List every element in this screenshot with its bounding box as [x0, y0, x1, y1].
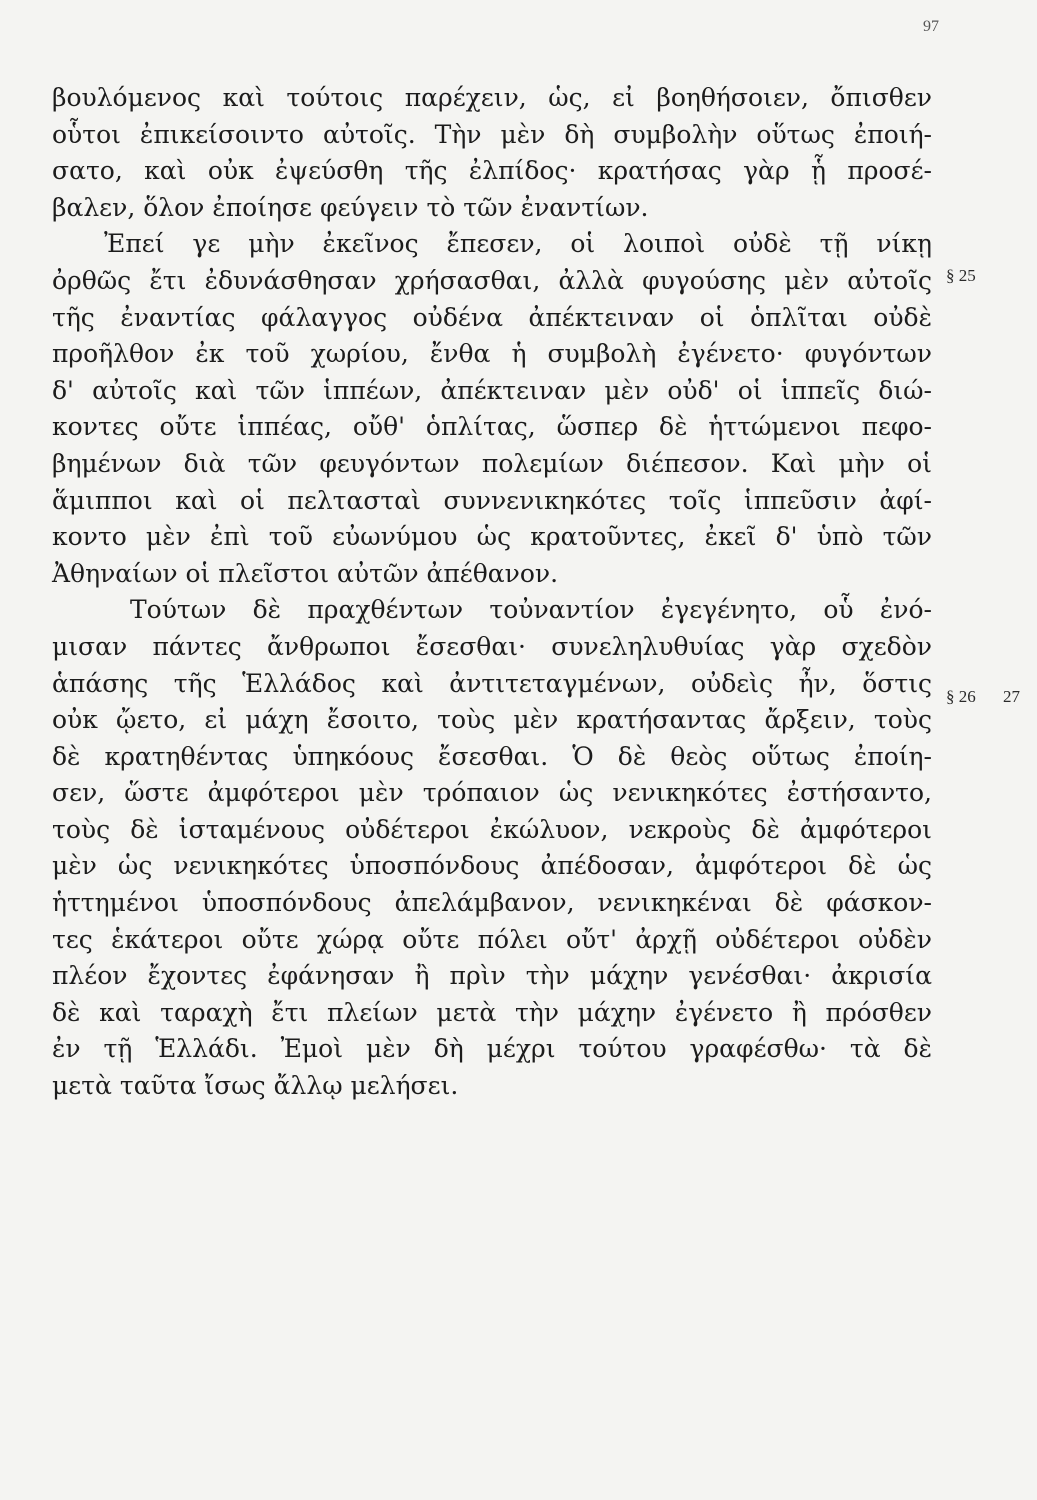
text-line: κοντο μὲν ἐπὶ τοῦ εὐωνύμου ὡς κρατοῦντες, ἐκεῖ δ' ὑπὸ τῶν	[52, 522, 932, 552]
text-line: κοντες οὔτε ἱππέας, οὔθ' ὁπλίτας, ὥσπερ δὲ ἡττώμενοι πεφο-	[52, 412, 932, 442]
text-line: ἅμιπποι καὶ οἱ πελτασταὶ συννενικηκότες τοῖς ἱππεῦσιν ἀφί-	[52, 485, 932, 515]
text-line: δ' αὐτοῖς καὶ τῶν ἱππέων, ἀπέκτειναν μὲν οὐδ' οἱ ἱππεῖς διώ-	[52, 375, 932, 405]
text-line: οὗτοι ἐπικείσοιντο αὐτοῖς. Τὴν μὲν δὴ συμβολὴν οὕτως ἐποιή-	[52, 119, 932, 149]
text-line: τοὺς δὲ ἱσταμένους οὐδέτεροι ἐκώλυον, νεκροὺς δὲ ἀμφότεροι	[52, 814, 932, 844]
text-line: δὲ κρατηθέντας ὑπηκόους ἔσεσθαι. Ὁ δὲ θεὸς οὕτως ἐποίη-	[52, 741, 932, 771]
body-text	[52, 80, 932, 1105]
paragraph-start-line: Τούτων δὲ πραχθέντων τοὐναντίον ἐγεγένητο, οὗ ἐνό-	[130, 595, 932, 625]
text-line: βαλεν, ὅλον ἐποίησε φεύγειν τὸ τῶν ἐναντίων.	[52, 192, 649, 222]
paragraph-start-line: Ἐπεί γε μὴν ἐκεῖνος ἔπεσεν, οἱ λοιποὶ οὐδὲ τῇ νίκῃ	[104, 229, 932, 259]
text-line: βημένων διὰ τῶν φευγόντων πολεμίων διέπεσον. Καὶ μὴν οἱ	[52, 448, 932, 478]
text-line: Ἀθηναίων οἱ πλεῖστοι αὐτῶν ἀπέθανον.	[52, 558, 559, 588]
section-marker-25: § 25	[946, 266, 976, 285]
text-line: προῆλθον ἐκ τοῦ χωρίου, ἔνθα ἡ συμβολὴ ἐγένετο· φυγόντων	[52, 339, 932, 369]
text-line: ἁπάσης τῆς Ἑλλάδος καὶ ἀντιτεταγμένων, οὐδεὶς ἦν, ὅστις	[52, 668, 932, 698]
text-line: τῆς ἐναντίας φάλαγγος οὐδένα ἀπέκτειναν οἱ ὁπλῖται οὐδὲ	[52, 302, 932, 332]
text-line: ὀρθῶς ἔτι ἐδυνάσθησαν χρήσασθαι, ἀλλὰ φυγούσης μὲν αὐτοῖς	[52, 265, 932, 295]
text-line: μὲν ὡς νενικηκότες ὑποσπόνδους ἀπέδοσαν, ἀμφότεροι δὲ ὡς	[52, 851, 932, 881]
page-number: 97	[923, 18, 939, 35]
text-line: τες ἑκάτεροι οὔτε χώρᾳ οὔτε πόλει οὔτ' ἀρχῇ οὐδέτεροι οὐδὲν	[52, 924, 932, 954]
text-line: μισαν πάντες ἄνθρωποι ἔσεσθαι· συνεληλυθυίας γὰρ σχεδὸν	[52, 631, 932, 661]
section-marker-27: 27	[1003, 687, 1020, 706]
text-line: σεν, ὥστε ἀμφότεροι μὲν τρόπαιον ὡς νενικηκότες ἐστήσαντο,	[52, 778, 932, 808]
section-marker-26: § 26	[946, 687, 976, 706]
text-line: ἐν τῇ Ἑλλάδι. Ἐμοὶ μὲν δὴ μέχρι τούτου γραφέσθω· τὰ δὲ	[52, 1034, 932, 1064]
text-line: ἡττημένοι ὑποσπόνδους ἀπελάμβανον, νενικηκέναι δὲ φάσκον-	[52, 888, 932, 918]
text-line: σατο, καὶ οὐκ ἐψεύσθη τῆς ἐλπίδος· κρατήσας γὰρ ᾗ προσέ-	[52, 156, 932, 186]
text-line: πλέον ἔχοντες ἐφάνησαν ἢ πρὶν τὴν μάχην γενέσθαι· ἀκρισία	[52, 961, 932, 991]
text-line: δὲ καὶ ταραχὴ ἔτι πλείων μετὰ τὴν μάχην ἐγένετο ἢ πρόσθεν	[52, 997, 932, 1027]
text-line: βουλόμενος καὶ τούτοις παρέχειν, ὡς, εἰ βοηθήσοιεν, ὄπισθεν	[52, 83, 932, 112]
text-line: οὐκ ᾤετο, εἰ μάχη ἔσοιτο, τοὺς μὲν κρατήσαντας ἄρξειν, τοὺς	[52, 705, 932, 735]
text-line: μετὰ ταῦτα ἴσως ἄλλῳ μελήσει.	[52, 1071, 459, 1101]
